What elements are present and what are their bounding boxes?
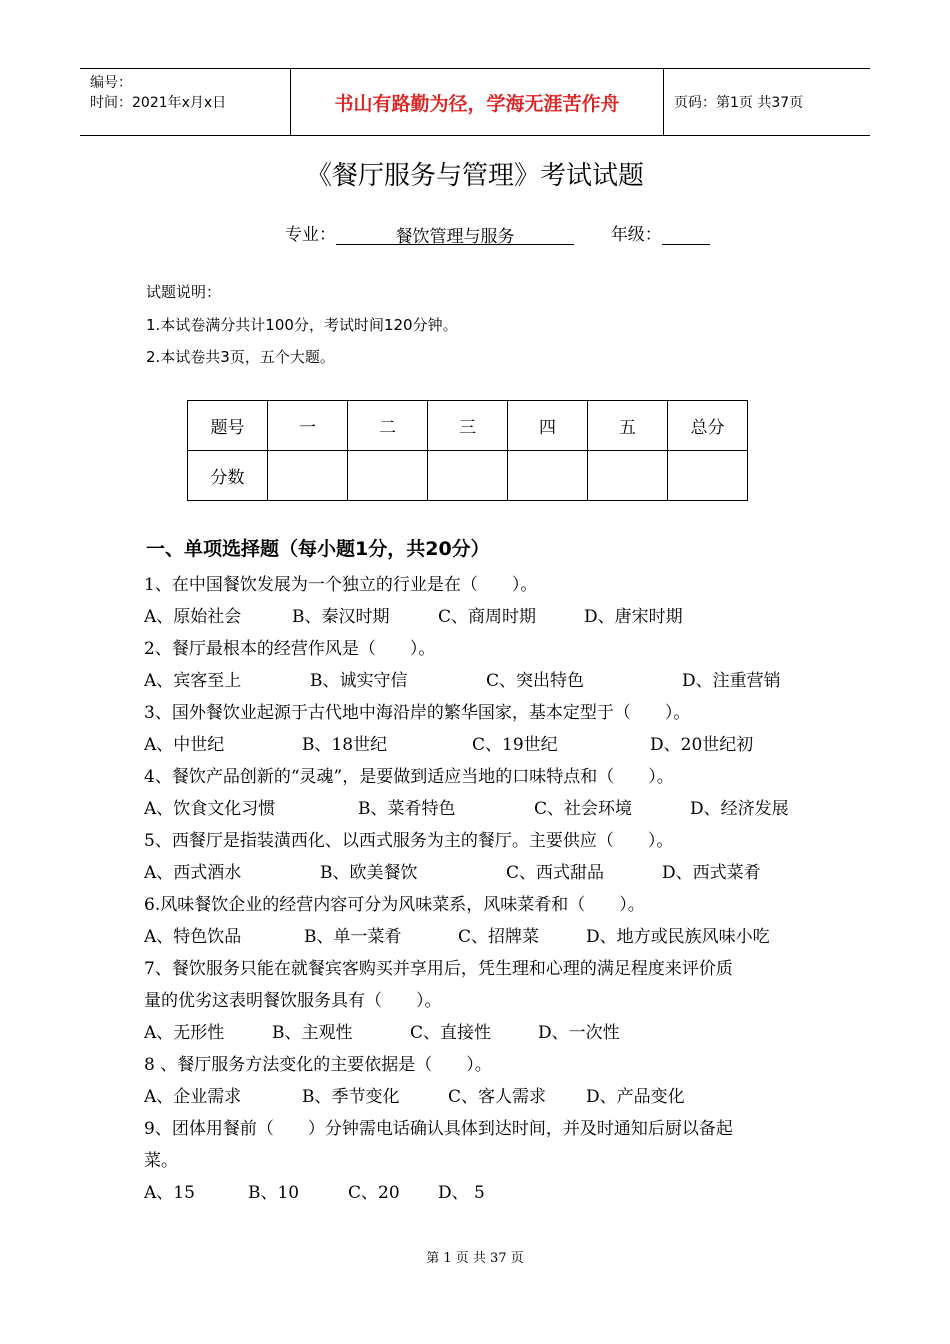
- option: A、西式酒水: [144, 863, 242, 883]
- option: D、西式菜肴: [662, 863, 761, 883]
- option: A、中世纪: [144, 735, 225, 755]
- option: C、突出特色: [486, 671, 585, 691]
- option: B、18世纪: [302, 735, 388, 755]
- question-4-options: [144, 794, 789, 819]
- score-cell: 总分: [668, 401, 748, 451]
- option: C、直接性: [410, 1023, 492, 1043]
- score-table-header-row: [188, 401, 748, 451]
- question-1-options: [144, 602, 683, 627]
- question-6-options: [144, 922, 770, 947]
- option: A、原始社会: [144, 607, 242, 627]
- score-cell: [668, 451, 748, 501]
- option: D、一次性: [538, 1023, 620, 1043]
- score-cell: 五: [588, 401, 668, 451]
- instructions-line-2: 2.本试卷共3页，五个大题。: [146, 348, 335, 366]
- score-cell: 分数: [188, 451, 268, 501]
- grade-value-blank: [662, 222, 710, 245]
- score-table-score-row: [188, 451, 748, 501]
- score-cell: [348, 451, 428, 501]
- option: A、饮食文化习惯: [144, 799, 276, 819]
- option: C、商周时期: [438, 607, 537, 627]
- question-7-options: [144, 1018, 620, 1043]
- header-left-cell: [80, 69, 291, 136]
- option: B、10: [248, 1183, 300, 1203]
- question-9-options: [144, 1178, 485, 1203]
- score-cell: 三: [428, 401, 508, 451]
- option: C、西式甜品: [506, 863, 605, 883]
- question-6: 6.风味餐饮企业的经营内容可分为风味菜系，风味菜肴和（ ）。: [144, 895, 645, 915]
- score-cell: 一: [268, 401, 348, 451]
- option: B、欧美餐饮: [320, 863, 418, 883]
- score-cell: [508, 451, 588, 501]
- page-footer: 第 1 页 共 37 页: [426, 1251, 524, 1266]
- score-cell: [268, 451, 348, 501]
- option: B、菜肴特色: [358, 799, 456, 819]
- grade-label: 年级：: [610, 225, 662, 245]
- question-9: 9、团体用餐前（ ）分钟需电话确认具体到达时间，并及时通知后厨以备起: [144, 1119, 733, 1139]
- question-8-options: [144, 1082, 685, 1107]
- option: A、15: [144, 1183, 195, 1203]
- question-9-continued: 菜。: [144, 1151, 178, 1171]
- option: B、主观性: [272, 1023, 353, 1043]
- question-1: 1、在中国餐饮发展为一个独立的行业是在（ ）。: [144, 575, 538, 595]
- option: B、季节变化: [302, 1087, 400, 1107]
- question-5-options: [144, 858, 761, 883]
- option: B、秦汉时期: [292, 607, 390, 627]
- time-label: 时间：2021年x月x日: [90, 95, 227, 111]
- option: B、诚实守信: [310, 671, 408, 691]
- option: A、企业需求: [144, 1087, 242, 1107]
- question-3-options: [144, 730, 753, 755]
- score-cell: [588, 451, 668, 501]
- option: C、客人需求: [448, 1087, 547, 1107]
- question-4: 4、餐饮产品创新的“灵魂”，是要做到适应当地的口味特点和（ ）。: [144, 767, 674, 787]
- score-cell: 题号: [188, 401, 268, 451]
- option: D、经济发展: [690, 799, 789, 819]
- option: D、20世纪初: [650, 735, 754, 755]
- question-8: 8 、餐厅服务方法变化的主要依据是（ ）。: [144, 1055, 492, 1075]
- option: A、无形性: [144, 1023, 225, 1043]
- option: D、注重营销: [682, 671, 781, 691]
- major-value: 餐饮管理与服务: [336, 222, 574, 245]
- page-info: 页码：第1页 共37页: [664, 69, 871, 136]
- score-table: [187, 400, 748, 501]
- score-cell: 四: [508, 401, 588, 451]
- number-label: 编号：: [90, 75, 132, 91]
- instructions-heading: 试题说明：: [146, 283, 222, 301]
- option: C、20: [348, 1183, 400, 1203]
- score-cell: 二: [348, 401, 428, 451]
- option: D、 5: [438, 1183, 485, 1203]
- motto: 书山有路勤为径，学海无涯苦作舟: [291, 69, 664, 136]
- option: D、地方或民族风味小吃: [586, 927, 770, 947]
- question-7-continued: 量的优劣这表明餐饮服务具有（ ）。: [144, 991, 442, 1011]
- instructions-line-1: 1.本试卷满分共计100分，考试时间120分钟。: [146, 316, 458, 334]
- option: D、产品变化: [586, 1087, 685, 1107]
- question-2-options: [144, 666, 781, 691]
- question-3: 3、国外餐饮业起源于古代地中海沿岸的繁华国家，基本定型于（ ）。: [144, 703, 691, 723]
- option: C、社会环境: [534, 799, 633, 819]
- section-title: 一、单项选择题（每小题1分，共20分）: [146, 538, 490, 560]
- question-2: 2、餐厅最根本的经营作风是（ ）。: [144, 639, 436, 659]
- option: D、唐宋时期: [584, 607, 683, 627]
- score-cell: [428, 451, 508, 501]
- option: A、宾客至上: [144, 671, 242, 691]
- option: C、19世纪: [472, 735, 558, 755]
- header-table: [80, 68, 870, 136]
- option: B、单一菜肴: [304, 927, 402, 947]
- option: C、招牌菜: [458, 927, 540, 947]
- major-label: 专业：: [285, 225, 336, 245]
- question-5: 5、西餐厅是指装潢西化、以西式服务为主的餐厅。主要供应（ ）。: [144, 831, 674, 851]
- page-title: 《餐厅服务与管理》考试试题: [305, 161, 644, 191]
- option: A、特色饮品: [144, 927, 242, 947]
- meta-line: [285, 220, 710, 245]
- question-7: 7、餐饮服务只能在就餐宾客购买并享用后，凭生理和心理的满足程度来评价质: [144, 959, 733, 979]
